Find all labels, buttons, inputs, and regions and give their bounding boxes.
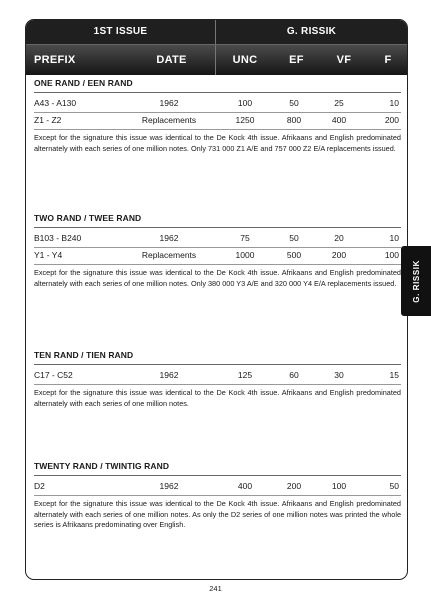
section-one-rand bbox=[34, 78, 401, 154]
ef-cell: 50 bbox=[289, 98, 299, 108]
table-row bbox=[34, 479, 401, 495]
f-cell: 15 bbox=[389, 370, 399, 380]
prefix-cell: B103 - B240 bbox=[34, 233, 82, 243]
section-note: Except for the signature this issue was identical to the De Kock 4th issue. Afrikaans and English predominated alternately with each series of one million notes. Only 380 000 Y3 A/E and 320 000 Y4 E/A replacements issued. bbox=[34, 268, 401, 288]
page-frame bbox=[25, 19, 408, 580]
unc-cell: 1000 bbox=[235, 250, 255, 260]
date-cell: 1962 bbox=[159, 481, 179, 491]
f-cell: 100 bbox=[384, 250, 399, 260]
vf-cell: 25 bbox=[334, 98, 344, 108]
unc-cell: 400 bbox=[237, 481, 253, 491]
column-header-prefix: PREFIX bbox=[34, 54, 76, 66]
date-cell: Replacements bbox=[141, 250, 197, 260]
divider bbox=[34, 495, 401, 496]
f-cell: 10 bbox=[389, 98, 399, 108]
signatory-title: G. RISSIK bbox=[215, 20, 407, 44]
side-tab bbox=[401, 246, 431, 316]
table-row bbox=[34, 248, 401, 264]
section-title: TWENTY RAND / TWINTIG RAND bbox=[34, 461, 170, 471]
ef-cell: 50 bbox=[289, 233, 299, 243]
divider bbox=[34, 475, 401, 476]
divider bbox=[34, 92, 401, 93]
prefix-cell: C17 - C52 bbox=[34, 370, 73, 380]
table-row bbox=[34, 231, 401, 247]
section-note: Except for the signature this issue was identical to the De Kock 4th issue. Afrikaans and English predominated alternately with each series of one million notes. As only the D2 series of one million notes was printed the whole series is Afrikaans predominating over English. bbox=[34, 499, 401, 529]
section-ten-rand bbox=[34, 350, 401, 409]
vf-cell: 200 bbox=[331, 250, 347, 260]
column-header-ef: EF bbox=[289, 54, 304, 66]
table-header bbox=[26, 20, 407, 74]
date-cell: 1962 bbox=[159, 98, 179, 108]
date-cell: 1962 bbox=[159, 370, 179, 380]
table-row bbox=[34, 113, 401, 129]
divider bbox=[34, 129, 401, 130]
column-header-f: F bbox=[384, 54, 392, 66]
divider bbox=[34, 264, 401, 265]
vf-cell: 30 bbox=[334, 370, 344, 380]
unc-cell: 1250 bbox=[235, 115, 255, 125]
unc-cell: 125 bbox=[237, 370, 253, 380]
date-cell: 1962 bbox=[159, 233, 179, 243]
column-headers bbox=[26, 44, 407, 75]
ef-cell: 200 bbox=[286, 481, 302, 491]
prefix-cell: Y1 - Y4 bbox=[34, 250, 63, 260]
table-row bbox=[34, 368, 401, 384]
column-header-unc: UNC bbox=[215, 45, 274, 75]
table-row bbox=[34, 96, 401, 112]
prefix-cell: D2 bbox=[34, 481, 45, 491]
section-note: Except for the signature this issue was identical to the De Kock 4th issue. Afrikaans and English predominated alternately with each series of one million notes. bbox=[34, 388, 401, 408]
divider bbox=[34, 227, 401, 228]
f-cell: 50 bbox=[389, 481, 399, 491]
f-cell: 200 bbox=[384, 115, 399, 125]
vf-cell: 400 bbox=[331, 115, 347, 125]
section-title: ONE RAND / EEN RAND bbox=[34, 78, 133, 88]
unc-cell: 75 bbox=[240, 233, 250, 243]
ef-cell: 800 bbox=[286, 115, 302, 125]
date-cell: Replacements bbox=[141, 115, 197, 125]
unc-cell: 100 bbox=[237, 98, 253, 108]
issue-title: 1ST ISSUE bbox=[93, 26, 148, 37]
prefix-cell: Z1 - Z2 bbox=[34, 115, 62, 125]
vf-cell: 20 bbox=[334, 233, 344, 243]
section-twenty-rand bbox=[34, 461, 401, 531]
section-note: Except for the signature this issue was identical to the De Kock 4th issue. Afrikaans and English predominated alternately with each series of one million notes. Only 731 000 Z1 A/E and 757 000 Z2 E/A replacements issued. bbox=[34, 133, 401, 153]
divider bbox=[34, 384, 401, 385]
divider bbox=[34, 364, 401, 365]
ef-cell: 60 bbox=[289, 370, 299, 380]
ef-cell: 500 bbox=[286, 250, 302, 260]
prefix-cell: A43 - A130 bbox=[34, 98, 77, 108]
header-top-bar bbox=[26, 20, 407, 44]
section-title: TEN RAND / TIEN RAND bbox=[34, 350, 134, 360]
page-number: 241 bbox=[209, 584, 222, 593]
section-two-rand bbox=[34, 213, 401, 289]
f-cell: 10 bbox=[389, 233, 399, 243]
section-title: TWO RAND / TWEE RAND bbox=[34, 213, 142, 223]
column-header-date: DATE bbox=[156, 54, 187, 66]
vf-cell: 100 bbox=[331, 481, 347, 491]
column-header-vf: VF bbox=[336, 54, 352, 66]
side-tab-label: G. RISSIK bbox=[411, 259, 421, 303]
